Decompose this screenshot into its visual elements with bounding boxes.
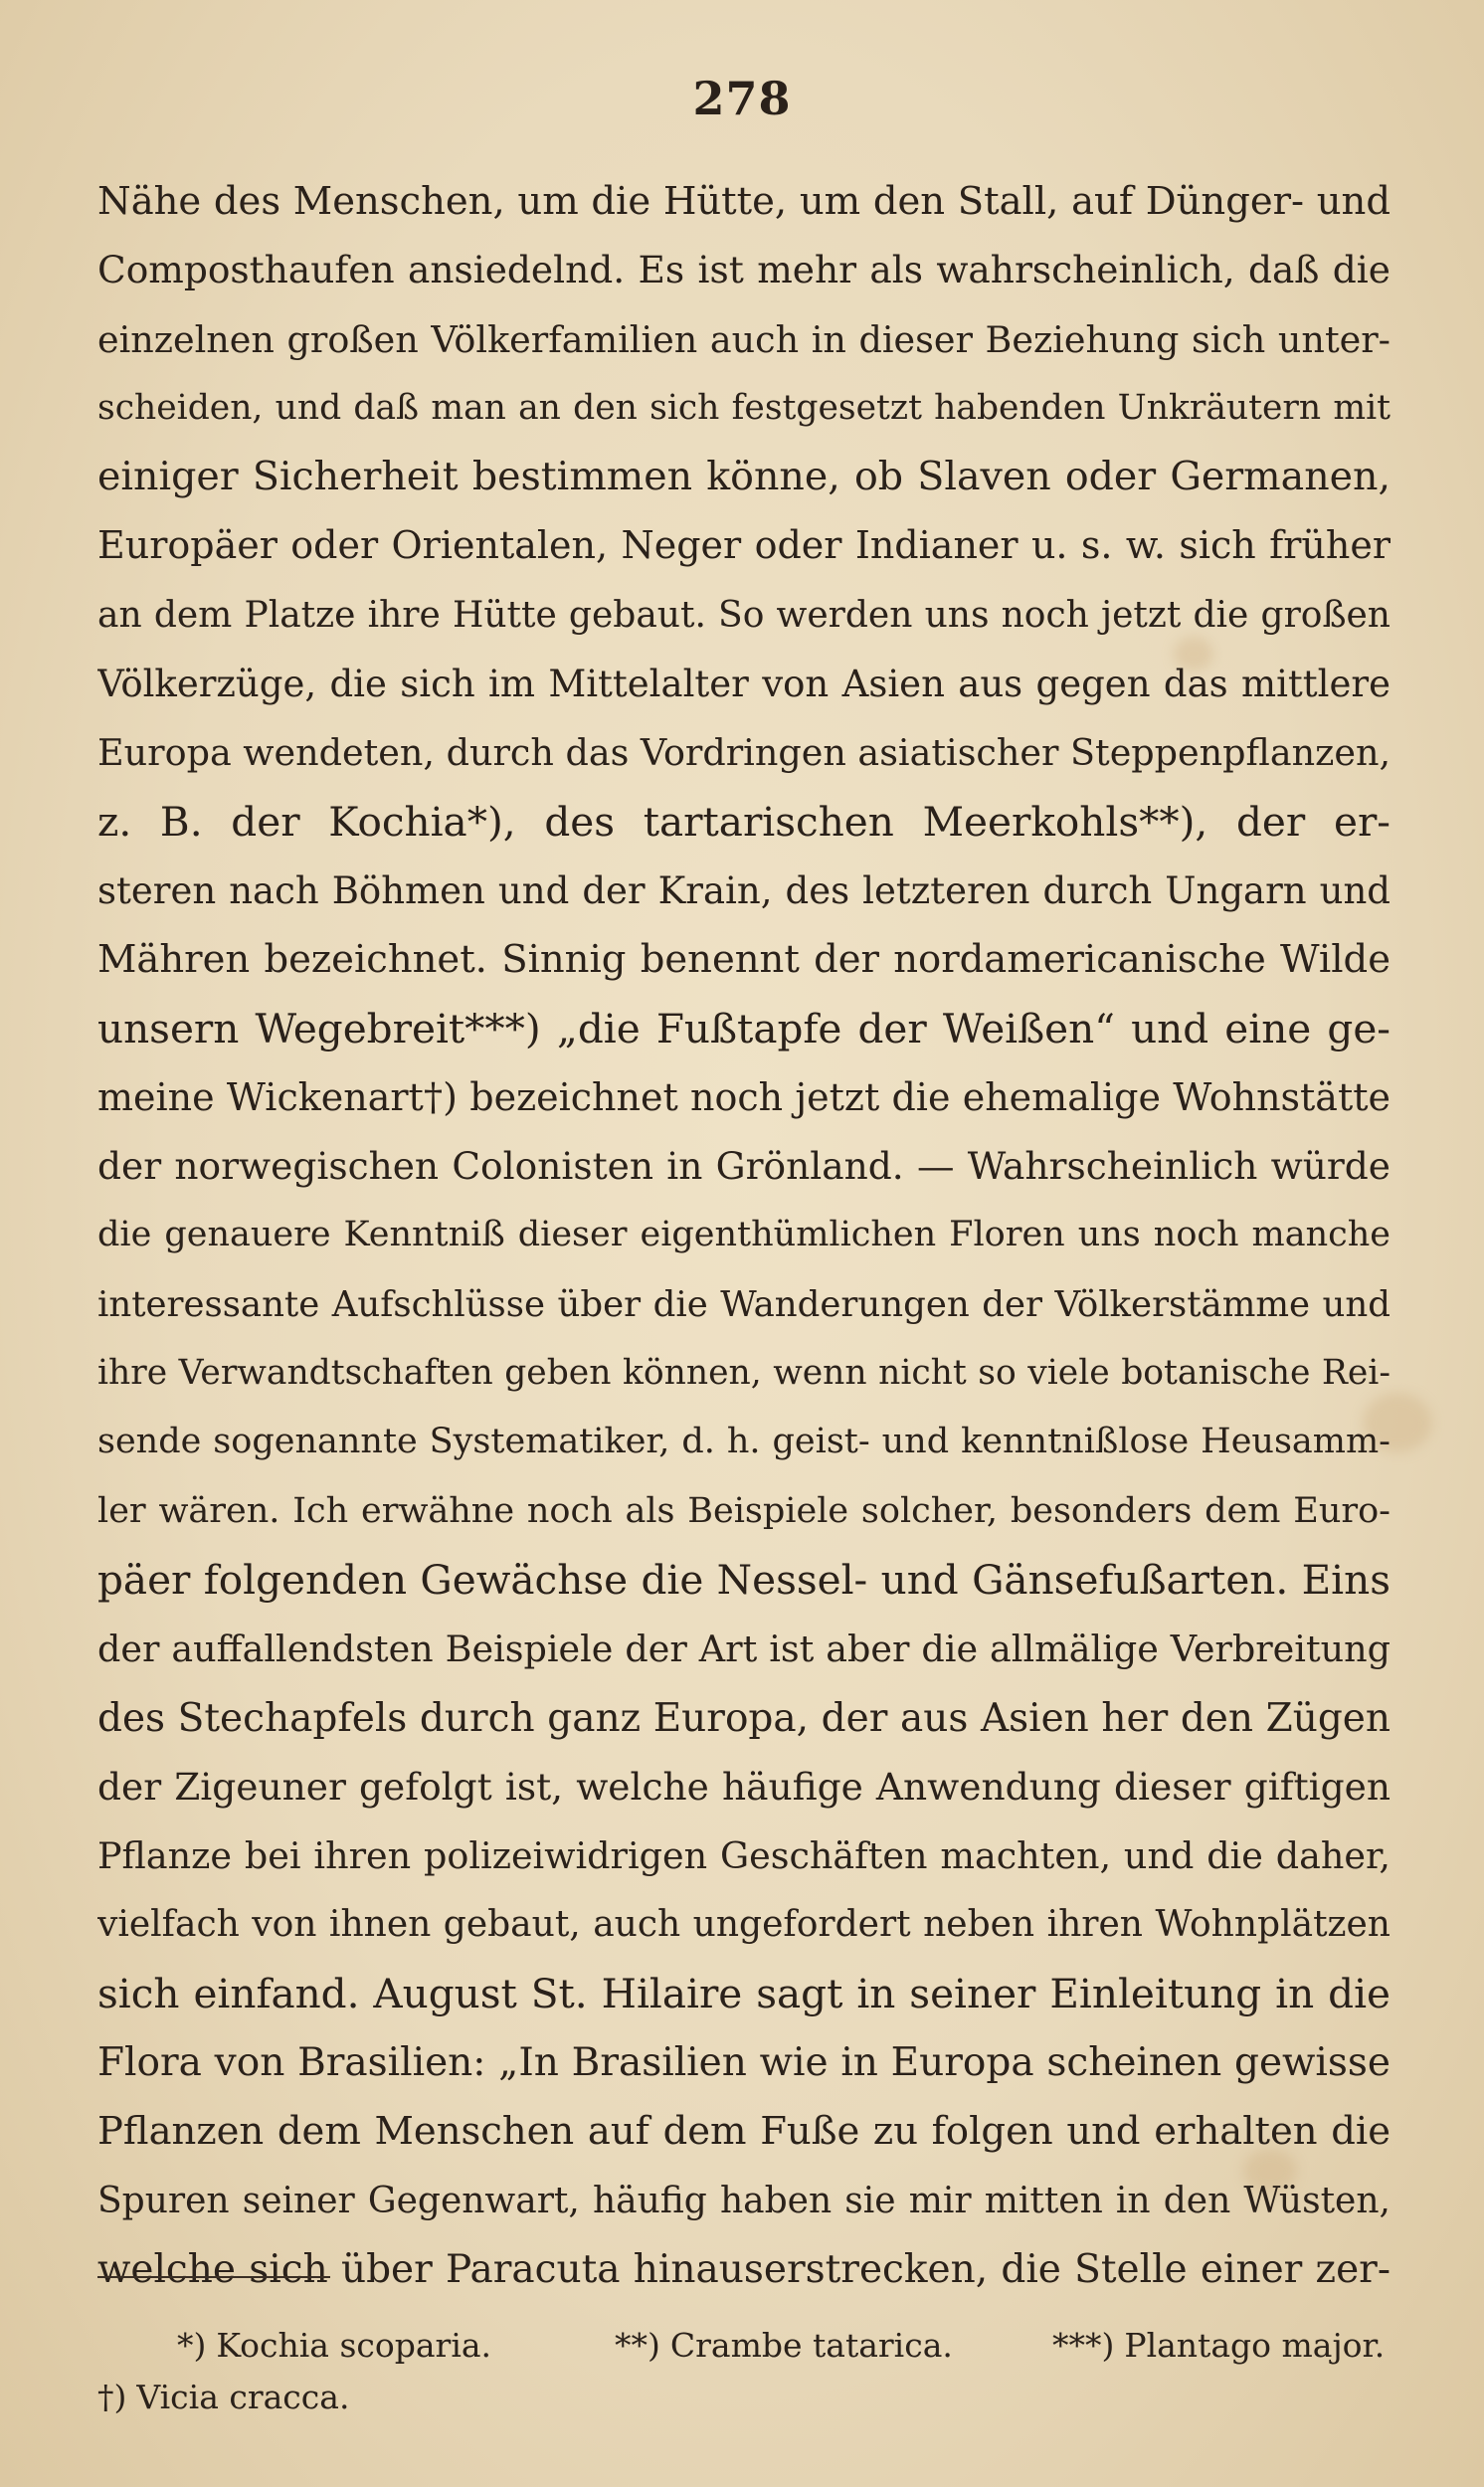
text-line: interessante Aufschlüsse über die Wanderungen der Völkerstämme und [97,1283,1391,1325]
text-line: z. B. der Kochia*), des tartarischen Meerkohls**), der er- [97,797,1391,846]
text-line: Nähe des Menschen, um die Hütte, um den Stall, auf Dünger- und [97,179,1391,224]
footnote-mark: ***) [1052,2326,1115,2365]
footnote-text: Plantago major. [1124,2326,1386,2365]
text-line: Europäer oder Orientalen, Neger oder Indianer u. s. w. sich früher [97,523,1391,568]
text-line: päer folgenden Gewächse die Nessel- und Gänsefußarten. Eins [97,1555,1391,1604]
text-line: der auffallendsten Beispiele der Art ist aber die allmälige Verbreitung [97,1627,1391,1671]
footnote-row [97,2320,1391,2372]
footnotes [97,2320,1391,2423]
text-line: sich einfand. August St. Hilaire sagt in seiner Einleitung in die [97,1969,1391,2017]
page-number: 278 [692,72,792,125]
footnote-crambe [615,2320,1052,2372]
text-line: unsern Wegebreit***) „die Fußtapfe der Weißen“ und eine ge- [97,1004,1391,1052]
text-line: der Zigeuner gefolgt ist, welche häufige Anwendung dieser giftigen [97,1764,1391,1809]
text-line: Pflanzen dem Menschen auf dem Fuße zu folgen und erhalten die [97,2109,1391,2155]
text-line: die genauere Kenntniß dieser eigenthümlichen Floren uns noch manche [97,1215,1391,1255]
footnote-mark: **) [615,2326,660,2365]
text-line: Flora von Brasilien: „In Brasilien wie in Europa scheinen gewisse [97,2040,1391,2086]
footnote-vicia [97,2372,349,2423]
text-line: sende sogenannte Systematiker, d. h. geist- und kenntnißlose Heusamm- [97,1422,1391,1462]
footnote-mark: *) [177,2326,207,2365]
footnote-mark: †) [97,2378,127,2416]
text-line: Mähren bezeichnet. Sinnig benennt der nordamericanische Wilde [97,937,1391,983]
footnote-text: Vicia cracca. [136,2378,350,2416]
text-line: ler wären. Ich erwähne noch als Beispiele solcher, besonders dem Euro- [97,1490,1391,1531]
footnote-text: Crambe tatarica. [669,2326,953,2365]
text-line: Pflanze bei ihren polizeiwidrigen Geschäften machten, und die daher, [97,1834,1391,1878]
text-line: einiger Sicherheit bestimmen könne, ob Slaven oder Germanen, [97,454,1391,500]
text-line: Europa wendeten, durch das Vordringen asiatischer Steppenpflanzen, [97,731,1391,775]
footnote-kochia [177,2320,615,2372]
text-line: Völkerzüge, die sich im Mittelalter von Asien aus gegen das mittlere [97,663,1391,706]
text-line: vielfach von ihnen gebaut, auch ungefordert neben ihren Wohnplätzen [97,1904,1391,1946]
body-text [97,167,1391,2304]
text-line: ihre Verwandtschaften geben können, wenn nicht so viele botanische Rei- [97,1353,1391,1394]
text-line: des Stechapfels durch ganz Europa, der aus Asien her den Zügen [97,1695,1391,1741]
text-line: steren nach Böhmen und der Krain, des letzteren durch Ungarn und [97,868,1391,912]
text-line: welche sich über Paracuta hinauserstrecken, die Stelle einer zer- [97,2246,1391,2292]
text-line: der norwegischen Colonisten in Grönland. — Wahrscheinlich würde [97,1144,1391,1189]
footnote-text: Kochia scoparia. [216,2326,492,2365]
footnote-rule [97,2276,330,2278]
text-line: scheiden, und daß man an den sich festgesetzt habenden Unkräutern mit [97,387,1391,428]
text-line: an dem Platze ihre Hütte gebaut. So werden uns noch jetzt die großen [97,594,1391,636]
text-line: Spuren seiner Gegenwart, häufig haben sie mir mitten in den Wüsten, [97,2180,1391,2221]
text-line: meine Wickenart†) bezeichnet noch jetzt die ehemalige Wohnstätte [97,1074,1391,1119]
text-line: einzelnen großen Völkerfamilien auch in dieser Beziehung sich unter- [97,317,1391,361]
footnote-row [97,2372,1391,2423]
footnote-plantago [1052,2320,1391,2372]
text-line: Composthaufen ansiedelnd. Es ist mehr als wahrscheinlich, daß die [97,248,1391,292]
